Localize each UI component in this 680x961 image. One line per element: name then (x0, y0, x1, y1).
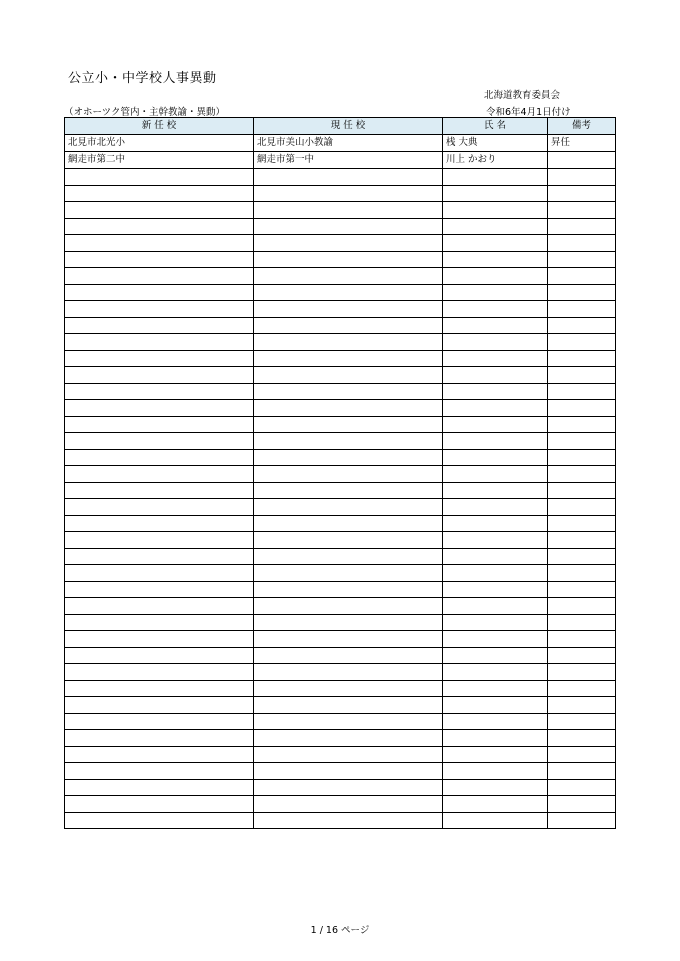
cell-new-school (65, 400, 254, 417)
table-row (65, 779, 616, 796)
cell-current-school (254, 169, 443, 186)
cell-current-school (254, 565, 443, 582)
cell-name: 川上 かおり (443, 152, 548, 169)
cell-remarks (548, 713, 616, 730)
cell-remarks (548, 169, 616, 186)
cell-remarks (548, 499, 616, 516)
table-row (65, 730, 616, 747)
cell-name (443, 334, 548, 351)
cell-remarks (548, 746, 616, 763)
cell-current-school (254, 334, 443, 351)
table-header-row (65, 118, 616, 135)
cell-name (443, 779, 548, 796)
cell-current-school (254, 301, 443, 318)
cell-name (443, 350, 548, 367)
cell-name (443, 383, 548, 400)
cell-new-school (65, 251, 254, 268)
cell-name (443, 515, 548, 532)
cell-new-school (65, 235, 254, 252)
cell-current-school (254, 548, 443, 565)
cell-remarks (548, 614, 616, 631)
cell-name (443, 433, 548, 450)
table-row (65, 416, 616, 433)
cell-current-school (254, 202, 443, 219)
table-row (65, 532, 616, 549)
table-row (65, 466, 616, 483)
table-row (65, 185, 616, 202)
cell-name (443, 301, 548, 318)
table-row (65, 334, 616, 351)
cell-name (443, 532, 548, 549)
cell-remarks (548, 796, 616, 813)
effective-date: 令和6年4月1日付け (486, 107, 571, 118)
header-remarks: 備考 (548, 118, 616, 135)
cell-name (443, 449, 548, 466)
cell-new-school (65, 779, 254, 796)
cell-name (443, 647, 548, 664)
personnel-table (64, 117, 616, 829)
cell-name (443, 697, 548, 714)
cell-current-school (254, 235, 443, 252)
cell-current-school (254, 383, 443, 400)
cell-current-school (254, 746, 443, 763)
cell-new-school (65, 466, 254, 483)
cell-new-school (65, 169, 254, 186)
cell-new-school (65, 631, 254, 648)
cell-new-school (65, 334, 254, 351)
cell-name (443, 598, 548, 615)
table-row (65, 301, 616, 318)
cell-current-school: 網走市第一中 (254, 152, 443, 169)
cell-remarks (548, 301, 616, 318)
cell-current-school (254, 433, 443, 450)
cell-remarks (548, 515, 616, 532)
cell-remarks (548, 185, 616, 202)
table-row (65, 433, 616, 450)
cell-remarks (548, 367, 616, 384)
cell-current-school (254, 400, 443, 417)
table-row (65, 383, 616, 400)
cell-current-school (254, 515, 443, 532)
cell-name (443, 169, 548, 186)
cell-new-school (65, 350, 254, 367)
table-row (65, 548, 616, 565)
cell-name (443, 631, 548, 648)
table-row (65, 482, 616, 499)
cell-name (443, 713, 548, 730)
cell-current-school (254, 482, 443, 499)
table-row (65, 763, 616, 780)
cell-new-school (65, 565, 254, 582)
cell-current-school (254, 598, 443, 615)
cell-name (443, 482, 548, 499)
cell-current-school (254, 499, 443, 516)
cell-name (443, 746, 548, 763)
table-row (65, 680, 616, 697)
cell-new-school (65, 301, 254, 318)
cell-new-school (65, 202, 254, 219)
cell-remarks (548, 284, 616, 301)
page-title: 公立小・中学校人事異動 (68, 71, 217, 86)
table-row (65, 169, 616, 186)
cell-name (443, 367, 548, 384)
cell-new-school (65, 185, 254, 202)
issuer-name: 北海道教育委員会 (484, 90, 561, 101)
cell-new-school (65, 367, 254, 384)
cell-remarks (548, 812, 616, 829)
table-row (65, 235, 616, 252)
cell-new-school (65, 746, 254, 763)
cell-remarks (548, 664, 616, 681)
cell-current-school (254, 631, 443, 648)
cell-current-school (254, 763, 443, 780)
table-row (65, 812, 616, 829)
cell-current-school (254, 680, 443, 697)
page-subtitle: （オホーツク管内・主幹教諭・異動） (64, 107, 226, 118)
cell-new-school (65, 812, 254, 829)
cell-new-school (65, 416, 254, 433)
cell-remarks (548, 235, 616, 252)
cell-new-school (65, 763, 254, 780)
table-row (65, 664, 616, 681)
cell-current-school (254, 317, 443, 334)
cell-remarks (548, 433, 616, 450)
cell-current-school (254, 664, 443, 681)
cell-new-school (65, 680, 254, 697)
cell-current-school (254, 779, 443, 796)
cell-name (443, 218, 548, 235)
cell-remarks (548, 317, 616, 334)
cell-name: 桟 大典 (443, 135, 548, 152)
table-row (65, 614, 616, 631)
cell-remarks (548, 532, 616, 549)
cell-name (443, 400, 548, 417)
cell-current-school (254, 532, 443, 549)
cell-current-school (254, 268, 443, 285)
cell-new-school (65, 218, 254, 235)
table-row (65, 350, 616, 367)
cell-remarks (548, 779, 616, 796)
cell-name (443, 235, 548, 252)
cell-name (443, 284, 548, 301)
table-row (65, 317, 616, 334)
cell-remarks (548, 548, 616, 565)
cell-new-school (65, 433, 254, 450)
table-row (65, 284, 616, 301)
cell-current-school (254, 367, 443, 384)
cell-remarks (548, 763, 616, 780)
table-row (65, 713, 616, 730)
cell-name (443, 614, 548, 631)
cell-new-school (65, 499, 254, 516)
cell-new-school (65, 548, 254, 565)
cell-new-school (65, 730, 254, 747)
cell-current-school (254, 614, 443, 631)
cell-remarks (548, 581, 616, 598)
cell-new-school (65, 598, 254, 615)
cell-name (443, 416, 548, 433)
page-number: 1 / 16 ページ (310, 925, 370, 936)
cell-new-school (65, 614, 254, 631)
cell-remarks (548, 268, 616, 285)
cell-new-school (65, 647, 254, 664)
cell-name (443, 565, 548, 582)
table-row (65, 796, 616, 813)
table-row (65, 631, 616, 648)
cell-name (443, 730, 548, 747)
cell-current-school (254, 466, 443, 483)
cell-name (443, 812, 548, 829)
cell-current-school (254, 416, 443, 433)
cell-current-school (254, 284, 443, 301)
cell-current-school (254, 796, 443, 813)
cell-name (443, 499, 548, 516)
header-current-school: 現 任 校 (254, 118, 443, 135)
table-row (65, 647, 616, 664)
cell-remarks (548, 680, 616, 697)
cell-remarks: 昇任 (548, 135, 616, 152)
cell-remarks (548, 631, 616, 648)
cell-new-school (65, 383, 254, 400)
cell-remarks (548, 565, 616, 582)
table-row (65, 367, 616, 384)
cell-remarks (548, 697, 616, 714)
cell-name (443, 317, 548, 334)
cell-current-school (254, 647, 443, 664)
cell-current-school (254, 350, 443, 367)
cell-remarks (548, 482, 616, 499)
table-row (65, 581, 616, 598)
cell-name (443, 185, 548, 202)
table-row (65, 449, 616, 466)
cell-name (443, 763, 548, 780)
table-row (65, 697, 616, 714)
cell-remarks (548, 350, 616, 367)
table-row (65, 152, 616, 169)
table-row (65, 499, 616, 516)
cell-current-school (254, 713, 443, 730)
header-name: 氏 名 (443, 118, 548, 135)
cell-new-school (65, 697, 254, 714)
cell-new-school (65, 713, 254, 730)
cell-remarks (548, 152, 616, 169)
cell-remarks (548, 334, 616, 351)
cell-remarks (548, 251, 616, 268)
cell-remarks (548, 466, 616, 483)
cell-new-school (65, 268, 254, 285)
cell-remarks (548, 383, 616, 400)
cell-remarks (548, 416, 616, 433)
table-row (65, 565, 616, 582)
table-row (65, 202, 616, 219)
table-row (65, 135, 616, 152)
cell-current-school (254, 812, 443, 829)
cell-new-school (65, 449, 254, 466)
cell-name (443, 466, 548, 483)
cell-current-school (254, 730, 443, 747)
cell-new-school (65, 482, 254, 499)
cell-name (443, 796, 548, 813)
table-row (65, 218, 616, 235)
cell-current-school (254, 185, 443, 202)
cell-current-school (254, 218, 443, 235)
table-row (65, 400, 616, 417)
cell-current-school (254, 251, 443, 268)
cell-name (443, 202, 548, 219)
cell-new-school: 網走市第二中 (65, 152, 254, 169)
cell-remarks (548, 202, 616, 219)
cell-current-school (254, 697, 443, 714)
cell-name (443, 268, 548, 285)
cell-new-school (65, 532, 254, 549)
cell-new-school (65, 796, 254, 813)
cell-remarks (548, 730, 616, 747)
cell-new-school (65, 317, 254, 334)
cell-name (443, 548, 548, 565)
cell-remarks (548, 647, 616, 664)
table-row (65, 598, 616, 615)
cell-name (443, 680, 548, 697)
cell-name (443, 664, 548, 681)
table-row (65, 251, 616, 268)
cell-remarks (548, 449, 616, 466)
cell-new-school: 北見市北光小 (65, 135, 254, 152)
cell-name (443, 251, 548, 268)
cell-new-school (65, 581, 254, 598)
cell-current-school (254, 449, 443, 466)
cell-remarks (548, 218, 616, 235)
table-row (65, 268, 616, 285)
cell-remarks (548, 400, 616, 417)
table-row (65, 746, 616, 763)
cell-name (443, 581, 548, 598)
cell-current-school (254, 581, 443, 598)
cell-new-school (65, 515, 254, 532)
cell-current-school: 北見市美山小教諭 (254, 135, 443, 152)
table-row (65, 515, 616, 532)
header-new-school: 新 任 校 (65, 118, 254, 135)
cell-remarks (548, 598, 616, 615)
cell-new-school (65, 664, 254, 681)
cell-new-school (65, 284, 254, 301)
